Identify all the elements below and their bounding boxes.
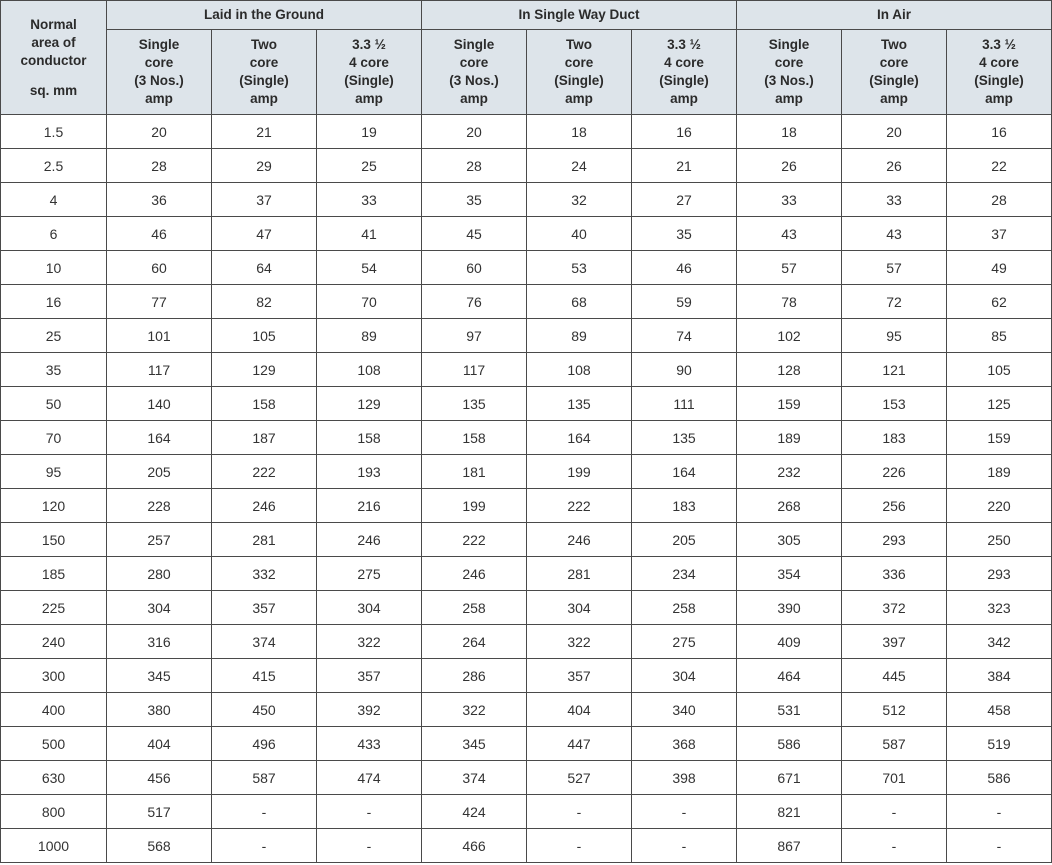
ampacity-cell: 205: [632, 523, 737, 557]
ampacity-cell: 47: [212, 217, 317, 251]
ampacity-cell: 232: [737, 455, 842, 489]
ampacity-cell: -: [632, 829, 737, 863]
subheader-line: 3.3 ½: [982, 37, 1016, 52]
ampacity-cell: 199: [422, 489, 527, 523]
ampacity-cell: 189: [737, 421, 842, 455]
ampacity-cell: -: [527, 795, 632, 829]
ampacity-cell: 57: [842, 251, 947, 285]
ampacity-cell: 49: [947, 251, 1052, 285]
ampacity-cell: -: [212, 795, 317, 829]
ampacity-cell: 345: [422, 727, 527, 761]
subheader-line: amp: [670, 91, 698, 106]
ampacity-cell: 246: [212, 489, 317, 523]
table-row: [1, 625, 1052, 659]
subheader-line: (3 Nos.): [449, 73, 499, 88]
ampacity-cell: 404: [107, 727, 212, 761]
ampacity-cell: 445: [842, 659, 947, 693]
ampacity-cell: 222: [527, 489, 632, 523]
conductor-area-cell: 50: [1, 387, 107, 421]
ampacity-cell: 250: [947, 523, 1052, 557]
ampacity-cell: 18: [737, 115, 842, 149]
ampacity-cell: 398: [632, 761, 737, 795]
ampacity-cell: 25: [317, 149, 422, 183]
subheader-line: Single: [453, 37, 495, 52]
ampacity-cell: 517: [107, 795, 212, 829]
table-header: [1, 1, 1052, 115]
ampacity-cell: 41: [317, 217, 422, 251]
ampacity-cell: 74: [632, 319, 737, 353]
conductor-area-line-2: area of: [31, 34, 76, 50]
ampacity-cell: 228: [107, 489, 212, 523]
ampacity-cell: 205: [107, 455, 212, 489]
conductor-area-units: sq. mm: [29, 82, 78, 98]
ampacity-cell: 64: [212, 251, 317, 285]
ampacity-cell: 117: [422, 353, 527, 387]
ampacity-cell: 62: [947, 285, 1052, 319]
ampacity-cell: 121: [842, 353, 947, 387]
ampacity-cell: 304: [317, 591, 422, 625]
conductor-area-cell: 4: [1, 183, 107, 217]
subheader-line: (Single): [659, 73, 709, 88]
ampacity-cell: 43: [842, 217, 947, 251]
ampacity-cell: 20: [842, 115, 947, 149]
ampacity-cell: 135: [422, 387, 527, 421]
subheader-two-core: [527, 30, 632, 115]
ampacity-cell: 33: [842, 183, 947, 217]
ampacity-cell: 24: [527, 149, 632, 183]
ampacity-cell: 332: [212, 557, 317, 591]
ampacity-cell: 76: [422, 285, 527, 319]
ampacity-cell: 527: [527, 761, 632, 795]
table-row: [1, 523, 1052, 557]
ampacity-cell: 16: [632, 115, 737, 149]
subheader-line: (3 Nos.): [764, 73, 814, 88]
subheader-line: core: [774, 55, 804, 70]
conductor-area-cell: 630: [1, 761, 107, 795]
conductor-area-cell: 1.5: [1, 115, 107, 149]
conductor-area-cell: 1000: [1, 829, 107, 863]
subheader-line: 4 core: [979, 55, 1019, 70]
ampacity-cell: 128: [737, 353, 842, 387]
ampacity-cell: 374: [212, 625, 317, 659]
subheader-four-core: [632, 30, 737, 115]
conductor-area-cell: 225: [1, 591, 107, 625]
subheader-line: amp: [880, 91, 908, 106]
ampacity-cell: 447: [527, 727, 632, 761]
ampacity-cell: 821: [737, 795, 842, 829]
ampacity-cell: 27: [632, 183, 737, 217]
subheader-line: core: [879, 55, 909, 70]
ampacity-cell: 158: [317, 421, 422, 455]
ampacity-cell: 21: [632, 149, 737, 183]
ampacity-cell: 258: [422, 591, 527, 625]
conductor-area-cell: 35: [1, 353, 107, 387]
ampacity-cell: 26: [842, 149, 947, 183]
ampacity-cell: 380: [107, 693, 212, 727]
subheader-four-core: [947, 30, 1052, 115]
conductor-area-cell: 25: [1, 319, 107, 353]
ampacity-cell: 183: [842, 421, 947, 455]
ampacity-cell: 135: [632, 421, 737, 455]
ampacity-cell: 28: [422, 149, 527, 183]
ampacity-cell: 293: [842, 523, 947, 557]
ampacity-cell: 280: [107, 557, 212, 591]
subheader-line: (Single): [344, 73, 394, 88]
conductor-area-cell: 185: [1, 557, 107, 591]
ampacity-cell: -: [842, 829, 947, 863]
group-header-row: [1, 1, 1052, 30]
conductor-area-line-3: conductor: [20, 52, 87, 68]
ampacity-cell: 246: [317, 523, 422, 557]
ampacity-cell: 36: [107, 183, 212, 217]
subheader-row: [1, 30, 1052, 115]
subheader-line: Two: [881, 37, 908, 52]
ampacity-cell: 474: [317, 761, 422, 795]
ampacity-cell: 35: [632, 217, 737, 251]
ampacity-cell: 89: [317, 319, 422, 353]
ampacity-cell: 587: [842, 727, 947, 761]
table-row: [1, 727, 1052, 761]
ampacity-cell: 183: [632, 489, 737, 523]
ampacity-cell: 129: [212, 353, 317, 387]
table-row: [1, 557, 1052, 591]
table-row: [1, 693, 1052, 727]
ampacity-cell: 322: [527, 625, 632, 659]
ampacity-cell: 199: [527, 455, 632, 489]
ampacity-cell: 264: [422, 625, 527, 659]
conductor-area-cell: 120: [1, 489, 107, 523]
ampacity-cell: 336: [842, 557, 947, 591]
ampacity-cell: 29: [212, 149, 317, 183]
subheader-line: core: [144, 55, 174, 70]
ampacity-cell: 77: [107, 285, 212, 319]
ampacity-cell: 322: [317, 625, 422, 659]
subheader-line: amp: [565, 91, 593, 106]
conductor-area-cell: 400: [1, 693, 107, 727]
ampacity-cell: 671: [737, 761, 842, 795]
ampacity-cell: 28: [107, 149, 212, 183]
ampacity-cell: 28: [947, 183, 1052, 217]
ampacity-cell: 392: [317, 693, 422, 727]
table-row: [1, 387, 1052, 421]
table-row: [1, 217, 1052, 251]
subheader-line: (Single): [239, 73, 289, 88]
table-row: [1, 285, 1052, 319]
subheader-line: amp: [775, 91, 803, 106]
ampacity-cell: -: [842, 795, 947, 829]
table-row: [1, 489, 1052, 523]
ampacity-cell: 32: [527, 183, 632, 217]
ampacity-cell: 246: [422, 557, 527, 591]
ampacity-cell: 357: [317, 659, 422, 693]
ampacity-cell: 275: [317, 557, 422, 591]
conductor-area-cell: 70: [1, 421, 107, 455]
ampacity-cell: 433: [317, 727, 422, 761]
ampacity-cell: 257: [107, 523, 212, 557]
ampacity-cell: 342: [947, 625, 1052, 659]
subheader-line: amp: [355, 91, 383, 106]
table-row: [1, 149, 1052, 183]
ampacity-cell: 268: [737, 489, 842, 523]
ampacity-cell: 512: [842, 693, 947, 727]
ampacity-cell: 45: [422, 217, 527, 251]
subheader-line: 3.3 ½: [352, 37, 386, 52]
ampacity-cell: 226: [842, 455, 947, 489]
ampacity-cell: 46: [632, 251, 737, 285]
ampacity-cell: 140: [107, 387, 212, 421]
ampacity-cell: 586: [947, 761, 1052, 795]
ampacity-cell: 258: [632, 591, 737, 625]
ampacity-cell: 158: [422, 421, 527, 455]
ampacity-cell: -: [632, 795, 737, 829]
ampacity-cell: 26: [737, 149, 842, 183]
ampacity-cell: 496: [212, 727, 317, 761]
ampacity-cell: 33: [317, 183, 422, 217]
ampacity-cell: 220: [947, 489, 1052, 523]
ampacity-cell: 18: [527, 115, 632, 149]
ampacity-cell: 354: [737, 557, 842, 591]
conductor-area-header: [1, 1, 107, 115]
ampacity-cell: 193: [317, 455, 422, 489]
conductor-area-cell: 6: [1, 217, 107, 251]
ampacity-cell: 404: [527, 693, 632, 727]
table-row: [1, 829, 1052, 863]
ampacity-cell: 345: [107, 659, 212, 693]
ampacity-cell: 246: [527, 523, 632, 557]
ampacity-cell: 281: [527, 557, 632, 591]
subheader-single-core: [422, 30, 527, 115]
table-row: [1, 421, 1052, 455]
ampacity-cell: 181: [422, 455, 527, 489]
table-row: [1, 319, 1052, 353]
ampacity-cell: 424: [422, 795, 527, 829]
ampacity-cell: 129: [317, 387, 422, 421]
ampacity-cell: 43: [737, 217, 842, 251]
ampacity-cell: 60: [422, 251, 527, 285]
group-header-in-air: In Air: [737, 1, 1052, 30]
ampacity-cell: 35: [422, 183, 527, 217]
table-row: [1, 761, 1052, 795]
ampacity-cell: 466: [422, 829, 527, 863]
ampacity-cell: -: [947, 829, 1052, 863]
ampacity-cell: -: [527, 829, 632, 863]
subheader-line: (Single): [974, 73, 1024, 88]
ampacity-cell: 125: [947, 387, 1052, 421]
ampacity-cell: 46: [107, 217, 212, 251]
ampacity-cell: 16: [947, 115, 1052, 149]
subheader-line: (Single): [554, 73, 604, 88]
ampacity-cell: 101: [107, 319, 212, 353]
ampacity-cell: 22: [947, 149, 1052, 183]
ampacity-cell: 164: [107, 421, 212, 455]
ampacity-cell: 164: [527, 421, 632, 455]
ampacity-cell: 281: [212, 523, 317, 557]
ampacity-cell: 21: [212, 115, 317, 149]
ampacity-cell: 586: [737, 727, 842, 761]
ampacity-cell: 384: [947, 659, 1052, 693]
ampacity-cell: 40: [527, 217, 632, 251]
ampacity-cell: 95: [842, 319, 947, 353]
ampacity-cell: 368: [632, 727, 737, 761]
ampacity-cell: 286: [422, 659, 527, 693]
ampacity-cell: 189: [947, 455, 1052, 489]
ampacity-cell: 256: [842, 489, 947, 523]
subheader-two-core: [842, 30, 947, 115]
conductor-area-cell: 95: [1, 455, 107, 489]
ampacity-cell: 216: [317, 489, 422, 523]
ampacity-cell: 20: [422, 115, 527, 149]
ampacity-cell: 222: [212, 455, 317, 489]
ampacity-cell: 158: [212, 387, 317, 421]
ampacity-cell: 397: [842, 625, 947, 659]
ampacity-cell: -: [212, 829, 317, 863]
ampacity-cell: 90: [632, 353, 737, 387]
subheader-line: amp: [460, 91, 488, 106]
table-row: [1, 455, 1052, 489]
ampacity-cell: 78: [737, 285, 842, 319]
conductor-area-cell: 500: [1, 727, 107, 761]
ampacity-cell: 304: [527, 591, 632, 625]
ampacity-cell: 275: [632, 625, 737, 659]
ampacity-cell: 316: [107, 625, 212, 659]
subheader-line: core: [564, 55, 594, 70]
ampacity-cell: 390: [737, 591, 842, 625]
ampacity-cell: 464: [737, 659, 842, 693]
subheader-four-core: [317, 30, 422, 115]
table-body: [1, 115, 1052, 863]
ampacity-cell: -: [317, 795, 422, 829]
ampacity-cell: 304: [632, 659, 737, 693]
ampacity-cell: 531: [737, 693, 842, 727]
subheader-line: amp: [145, 91, 173, 106]
subheader-line: amp: [985, 91, 1013, 106]
subheader-single-core: [107, 30, 212, 115]
ampacity-cell: 415: [212, 659, 317, 693]
group-header-single-way-duct: In Single Way Duct: [422, 1, 737, 30]
ampacity-cell: 357: [527, 659, 632, 693]
conductor-area-cell: 240: [1, 625, 107, 659]
table-row: [1, 795, 1052, 829]
conductor-area-cell: 150: [1, 523, 107, 557]
ampacity-cell: 187: [212, 421, 317, 455]
ampacity-cell: 19: [317, 115, 422, 149]
subheader-line: core: [459, 55, 489, 70]
ampacity-cell: 450: [212, 693, 317, 727]
subheader-line: Two: [251, 37, 277, 52]
ampacity-cell: 374: [422, 761, 527, 795]
ampacity-cell: 20: [107, 115, 212, 149]
ampacity-cell: 587: [212, 761, 317, 795]
ampacity-cell: 153: [842, 387, 947, 421]
ampacity-cell: 234: [632, 557, 737, 591]
table-row: [1, 659, 1052, 693]
table-row: [1, 251, 1052, 285]
subheader-line: 4 core: [349, 55, 389, 70]
ampacity-cell: 305: [737, 523, 842, 557]
ampacity-cell: 85: [947, 319, 1052, 353]
table-row: [1, 115, 1052, 149]
ampacity-cell: 340: [632, 693, 737, 727]
ampacity-cell: 72: [842, 285, 947, 319]
ampacity-cell: 159: [947, 421, 1052, 455]
ampacity-cell: 68: [527, 285, 632, 319]
subheader-single-core: [737, 30, 842, 115]
subheader-line: Two: [566, 37, 593, 52]
ampacity-cell: 108: [317, 353, 422, 387]
subheader-line: 4 core: [664, 55, 704, 70]
subheader-line: (Single): [869, 73, 919, 88]
ampacity-cell: 293: [947, 557, 1052, 591]
ampacity-cell: 222: [422, 523, 527, 557]
subheader-line: amp: [250, 91, 278, 106]
ampacity-cell: 372: [842, 591, 947, 625]
ampacity-cell: 37: [947, 217, 1052, 251]
conductor-area-cell: 800: [1, 795, 107, 829]
ampacity-cell: 37: [212, 183, 317, 217]
subheader-line: (3 Nos.): [134, 73, 184, 88]
ampacity-cell: 568: [107, 829, 212, 863]
ampacity-cell: 111: [632, 387, 737, 421]
conductor-area-cell: 10: [1, 251, 107, 285]
ampacity-cell: 867: [737, 829, 842, 863]
ampacity-cell: 57: [737, 251, 842, 285]
ampacity-cell: 458: [947, 693, 1052, 727]
ampacity-cell: 519: [947, 727, 1052, 761]
ampacity-cell: -: [947, 795, 1052, 829]
ampacity-cell: 54: [317, 251, 422, 285]
ampacity-cell: 33: [737, 183, 842, 217]
conductor-area-cell: 16: [1, 285, 107, 319]
conductor-area-cell: 2.5: [1, 149, 107, 183]
conductor-area-cell: 300: [1, 659, 107, 693]
subheader-two-core: [212, 30, 317, 115]
subheader-line: Single: [768, 37, 810, 52]
ampacity-cell: 53: [527, 251, 632, 285]
subheader-line: core: [249, 55, 279, 70]
ampacity-cell: 70: [317, 285, 422, 319]
subheader-line: 3.3 ½: [667, 37, 701, 52]
table-row: [1, 183, 1052, 217]
ampacity-cell: 105: [947, 353, 1052, 387]
table-row: [1, 591, 1052, 625]
ampacity-cell: 701: [842, 761, 947, 795]
ampacity-cell: 323: [947, 591, 1052, 625]
ampacity-cell: -: [317, 829, 422, 863]
group-header-laid-in-ground: Laid in the Ground: [107, 1, 422, 30]
ampacity-cell: 108: [527, 353, 632, 387]
ampacity-cell: 97: [422, 319, 527, 353]
ampacity-cell: 164: [632, 455, 737, 489]
table-row: [1, 353, 1052, 387]
ampacity-cell: 159: [737, 387, 842, 421]
conductor-area-line-1: Normal: [30, 16, 77, 32]
ampacity-cell: 322: [422, 693, 527, 727]
ampacity-cell: 60: [107, 251, 212, 285]
ampacity-cell: 304: [107, 591, 212, 625]
subheader-line: Single: [138, 37, 180, 52]
ampacity-cell: 117: [107, 353, 212, 387]
ampacity-cell: 357: [212, 591, 317, 625]
ampacity-cell: 82: [212, 285, 317, 319]
ampacity-cell: 102: [737, 319, 842, 353]
ampacity-cell: 135: [527, 387, 632, 421]
ampacity-cell: 409: [737, 625, 842, 659]
ampacity-cell: 59: [632, 285, 737, 319]
ampacity-cell: 456: [107, 761, 212, 795]
ampacity-cell: 105: [212, 319, 317, 353]
ampacity-cell: 89: [527, 319, 632, 353]
